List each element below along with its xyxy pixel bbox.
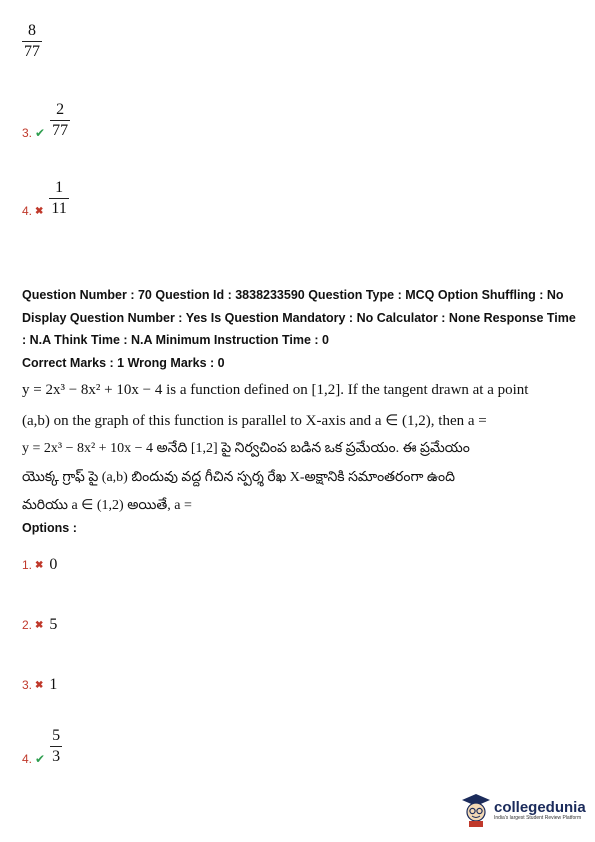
option-3 <box>22 676 57 694</box>
meta-line-2: Display Question Number : Yes Is Question Mandatory : No Calculator : None Response Time <box>22 310 576 325</box>
denominator: 3 <box>52 747 61 765</box>
option-number: 4. <box>22 752 33 766</box>
cross-icon: ✖ <box>35 205 44 217</box>
marks-line: Correct Marks : 1 Wrong Marks : 0 <box>22 355 225 370</box>
option-4 <box>22 726 62 766</box>
option-fraction <box>50 727 62 766</box>
brand-tagline: India's largest Student Review Platform <box>494 814 582 821</box>
denominator: 11 <box>51 199 67 217</box>
meta-line-1: Question Number : 70 Question Id : 3838233590 Question Type : MCQ Option Shuffling : No <box>22 288 564 302</box>
prev-option-3 <box>22 100 70 140</box>
option-1 <box>22 556 57 574</box>
question-english-line-1: y = 2x³ − 8x² + 10x − 4 is a function defined on [1,2]. If the tangent drawn at a point <box>22 382 529 398</box>
option-fraction <box>50 101 70 140</box>
numerator: 1 <box>55 178 64 196</box>
option-value: 0 <box>49 556 58 573</box>
cross-icon: ✖ <box>35 679 44 691</box>
option-fraction <box>49 179 68 218</box>
question-telugu-line-3: మరియు a ∈ (1,2) అయితే, a = <box>22 498 192 513</box>
option-number: 1. <box>22 558 33 572</box>
numerator: 8 <box>28 22 36 39</box>
check-icon: ✔ <box>35 752 46 766</box>
brand-name: collegedunia <box>494 798 586 816</box>
option-number: 3. <box>22 126 33 140</box>
numerator: 5 <box>52 726 61 744</box>
question-telugu-line-2: యొక్క గ్రాఫ్ పై (a,b) బిందువు వద్ద గీచిన స్పర్శ రేఖ X-అక్షానికి సమాంతరంగా ఉంది <box>22 470 456 485</box>
question-meta <box>22 284 577 374</box>
option-value: 5 <box>49 616 58 633</box>
options-label: Options : <box>22 521 77 535</box>
option-number: 4. <box>22 204 33 218</box>
fraction-8-77 <box>22 22 42 61</box>
denominator: 77 <box>52 121 69 139</box>
option-number: 2. <box>22 618 33 632</box>
option-value: 1 <box>49 676 58 693</box>
question-english-line-2: (a,b) on the graph of this function is parallel to X-axis and a ∈ (1,2), then a = <box>22 413 487 429</box>
option-number: 3. <box>22 678 33 692</box>
check-icon: ✔ <box>35 126 46 140</box>
mascot-icon <box>461 792 491 828</box>
cross-icon: ✖ <box>35 619 44 631</box>
question-telugu-line-1: y = 2x³ − 8x² + 10x − 4 అనేది [1,2] పై నిర్వచింప బడిన ఒక ప్రమేయం. ఈ ప్రమేయం <box>22 441 470 456</box>
option-2 <box>22 616 57 634</box>
numerator: 2 <box>56 100 65 118</box>
cross-icon: ✖ <box>35 559 44 571</box>
denominator: 77 <box>24 43 40 60</box>
meta-line-3: : N.A Think Time : N.A Minimum Instruction Time : 0 <box>22 333 329 347</box>
collegedunia-logo[interactable] <box>461 790 591 830</box>
prev-option-4 <box>22 178 69 218</box>
